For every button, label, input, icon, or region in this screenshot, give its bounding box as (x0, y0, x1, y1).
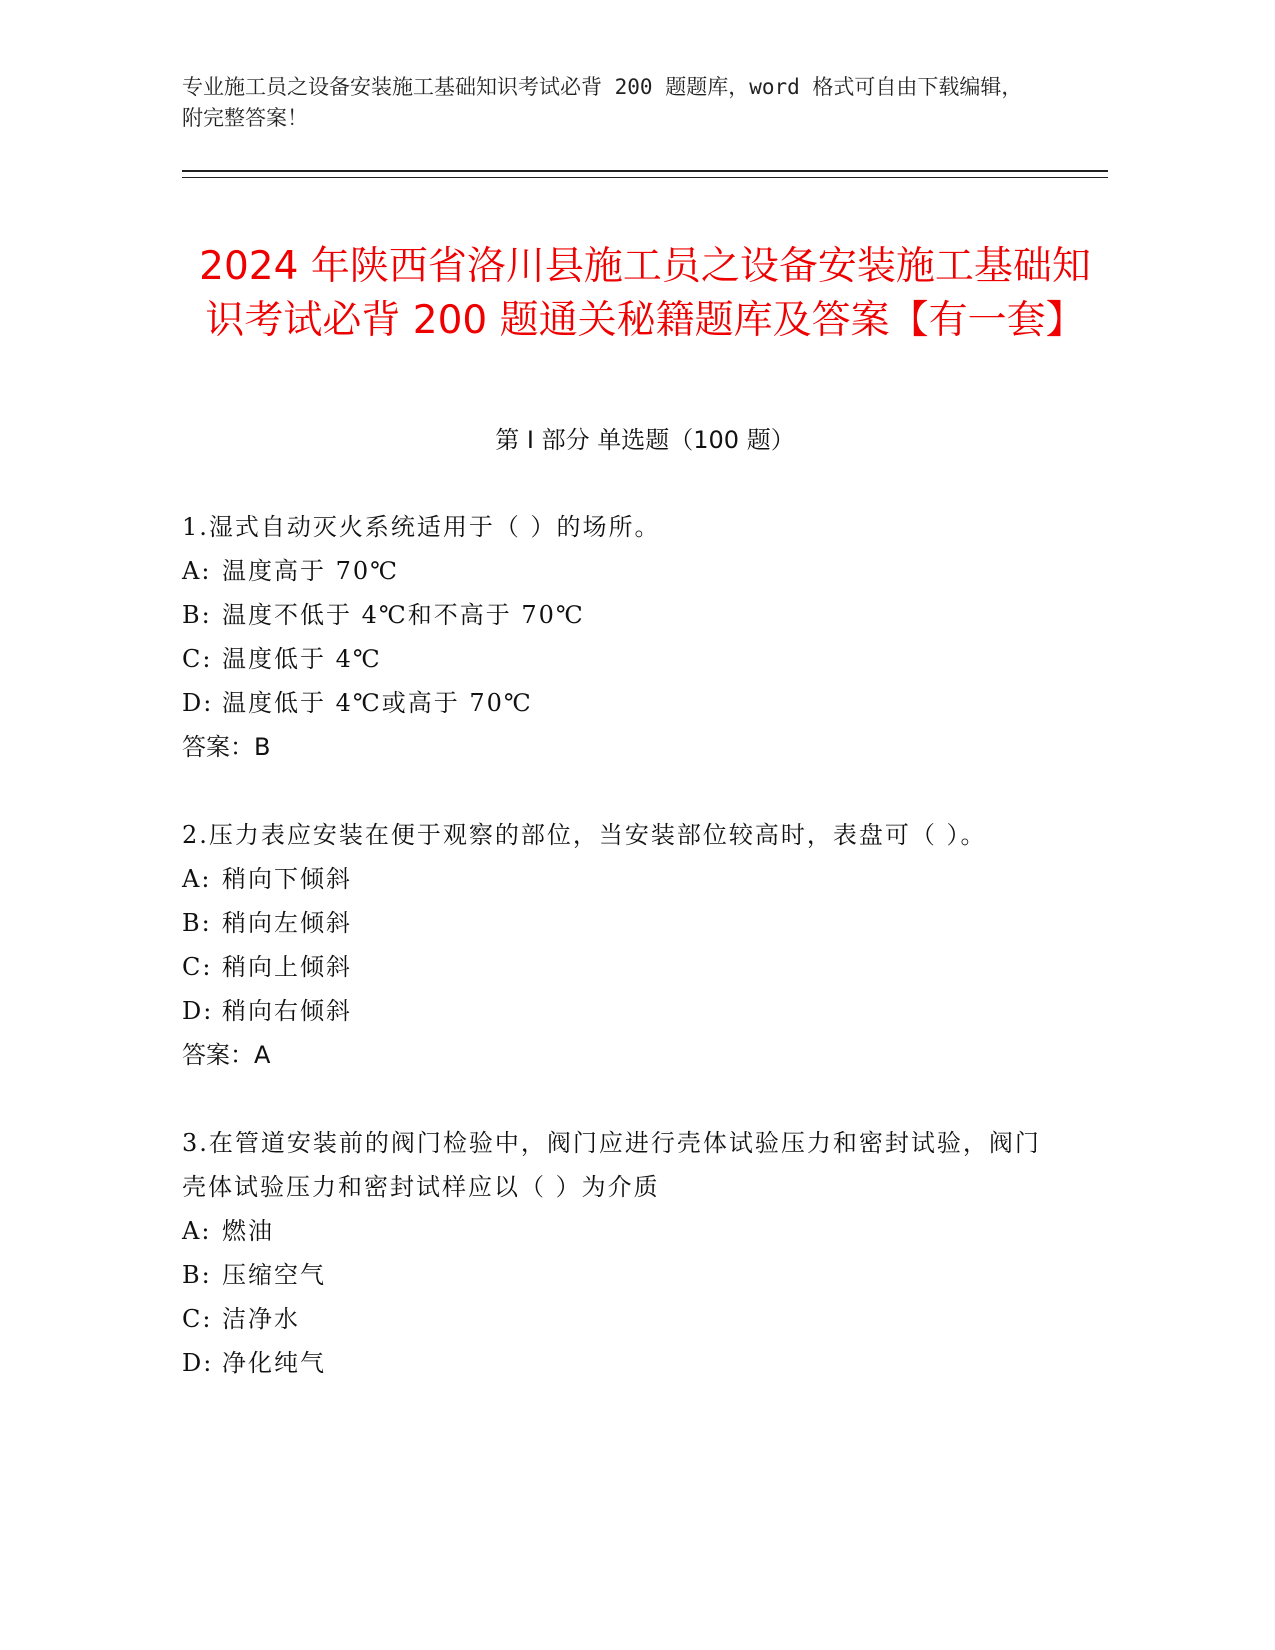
option-text: 净化纯气 (222, 1349, 326, 1377)
option-c (182, 1297, 1042, 1341)
option-text: 稍向右倾斜 (222, 997, 352, 1025)
option-letter: D: (182, 1349, 214, 1377)
option-text: 温度低于 4℃或高于 70℃ (222, 689, 533, 717)
answer-label: 答案： (182, 733, 254, 761)
option-text: 温度低于 4℃ (222, 645, 382, 673)
option-letter: C: (182, 953, 213, 981)
question-stem: 2.压力表应安装在便于观察的部位，当安装部位较高时，表盘可（ ）。 (182, 821, 987, 849)
header-rule-thick (182, 170, 1108, 172)
option-a (182, 857, 1042, 901)
option-a (182, 1209, 1042, 1253)
answer-label: 答案： (182, 1041, 254, 1069)
option-text: 温度高于 70℃ (222, 557, 400, 585)
option-letter: B: (182, 909, 212, 937)
option-d (182, 1341, 1042, 1385)
question-1 (182, 505, 1042, 769)
option-text: 稍向左倾斜 (222, 909, 352, 937)
option-b (182, 901, 1042, 945)
document-title: 2024 年陕西省洛川县施工员之设备安装施工基础知识考试必背 200 题通关秘籍题库及答案【有一套】 (199, 244, 1091, 344)
option-letter: C: (182, 1305, 213, 1333)
option-b (182, 593, 1042, 637)
option-a (182, 549, 1042, 593)
option-text: 稍向下倾斜 (222, 865, 352, 893)
answer-value: A (254, 1041, 271, 1069)
header-rule-thin (182, 177, 1108, 178)
option-text: 洁净水 (222, 1305, 300, 1333)
question-3 (182, 1121, 1042, 1385)
option-b (182, 1253, 1042, 1297)
option-letter: A: (182, 1217, 212, 1245)
answer-line (182, 725, 1042, 769)
option-letter: C: (182, 645, 213, 673)
option-d (182, 681, 1042, 725)
option-c (182, 945, 1042, 989)
option-text: 压缩空气 (222, 1261, 326, 1289)
header-note: 专业施工员之设备安装施工基础知识考试必背 200 题题库，word 格式可自由下载编辑，附完整答案！ (182, 75, 1023, 130)
question-list (182, 505, 1042, 1429)
option-d (182, 989, 1042, 1033)
option-c (182, 637, 1042, 681)
question-stem: 3.在管道安装前的阀门检验中，阀门应进行壳体试验压力和密封试验，阀门壳体试验压力和密封试样应以（ ）为介质 (182, 1129, 1041, 1201)
option-letter: B: (182, 601, 212, 629)
option-text: 稍向上倾斜 (222, 953, 352, 981)
section-title: 第 I 部分 单选题（100 题） (495, 426, 795, 454)
option-letter: B: (182, 1261, 212, 1289)
option-letter: A: (182, 557, 212, 585)
option-letter: D: (182, 689, 214, 717)
option-letter: D: (182, 997, 214, 1025)
question-2 (182, 813, 1042, 1077)
option-text: 燃油 (222, 1217, 274, 1245)
answer-value: B (254, 733, 271, 761)
question-stem: 1.湿式自动灭火系统适用于（ ）的场所。 (182, 513, 661, 541)
answer-line (182, 1033, 1042, 1077)
option-letter: A: (182, 865, 212, 893)
option-text: 温度不低于 4℃和不高于 70℃ (222, 601, 585, 629)
